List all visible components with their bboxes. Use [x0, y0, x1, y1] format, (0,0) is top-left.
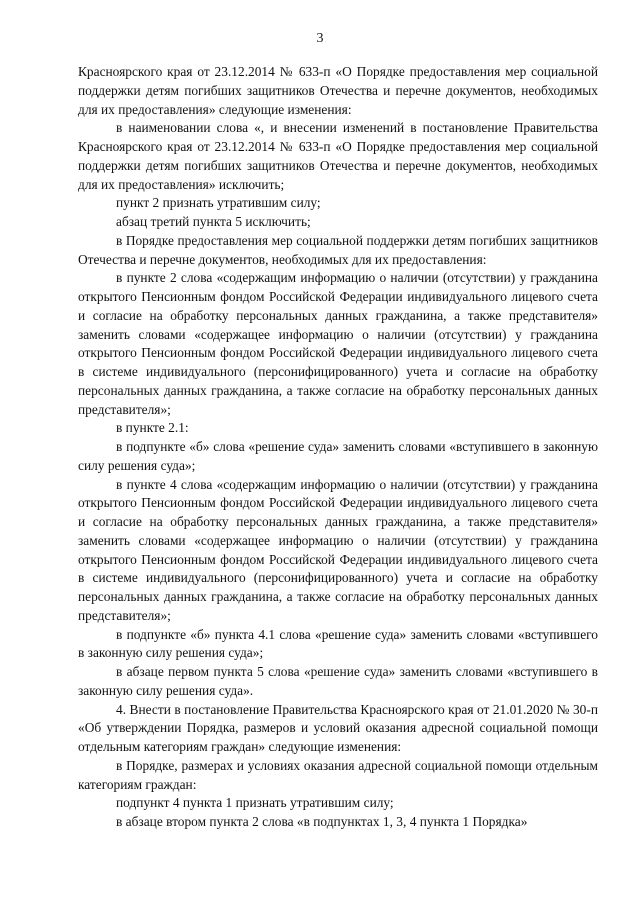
- paragraph-1: Красноярского края от 23.12.2014 № 633-п «О Порядке предоставления мер социальной поддержки детям погибших защитников Отечества и перечне документов, необходимых для их предоставления» следующие изменения:: [78, 64, 598, 117]
- paragraph-9: в пункте 4 слова «содержащим информацию о наличии (отсутствии) у гражданина открытого Пенсионным фондом Российской Федерации индивидуального лицевого счета и согласие на обработку персональных данных гражданина, а также представителя» заменить словами «содержащее информацию о наличии (отсутствии) у гражданина открытого Пенсионным фондом Российской Федерации индивидуального лицевого счета в системе индивидуального (персонифицированного) учета и согласие на обработку персональных данных гражданина, а также согласие на обработку персональных данных представителя»;: [78, 476, 598, 623]
- paragraph-12: 4. Внести в постановление Правительства Красноярского края от 21.01.2020 № 30-п «Об утверждении Порядка, размеров и условий оказания адресной социальной помощи отдельным категориям граждан» следующие изменения:: [78, 701, 598, 754]
- paragraph-4: абзац третий пункта 5 исключить;: [116, 214, 311, 229]
- paragraph-5: в Порядке предоставления мер социальной поддержки детям погибших защитников Отечества и перечне документов, необходимых для их предоставления:: [78, 232, 598, 267]
- paragraph-10: в подпункте «б» пункта 4.1 слова «решение суда» заменить словами «вступившего в законную силу решения суда»;: [78, 626, 598, 661]
- paragraph-13: в Порядке, размерах и условиях оказания адресной социальной помощи отдельным категориям граждан:: [78, 757, 598, 792]
- paragraph-2: в наименовании слова «, и внесении изменений в постановление Правительства Красноярского края от 23.12.2014 № 633-п «О Порядке предоставления мер социальной поддержки детям погибших защитников Отечества и перечне документов, необходимых для их предоставления» исключить;: [78, 120, 598, 192]
- paragraph-8: в подпункте «б» слова «решение суда» заменить словами «вступившего в законную силу решения суда»;: [78, 439, 598, 473]
- paragraph-6: в пункте 2 слова «содержащим информацию о наличии (отсутствии) у гражданина открытого Пенсионным фондом Российской Федерации индивидуального лицевого счета и согласие на обработку персональных данных гражданина, а также представителя» заменить словами «содержащее информацию о наличии (отсутствии) у гражданина открытого Пенсионным фондом Российской Федерации индивидуального лицевого счета в системе индивидуального (персонифицированного) учета и согласие на обработку персональных данных гражданина, а также согласие на обработку персональных данных представителя»;: [78, 270, 598, 417]
- paragraph-15: в абзаце втором пункта 2 слова «в подпунктах 1, 3, 4 пункта 1 Порядка»: [116, 814, 528, 829]
- document-body: [78, 63, 598, 832]
- paragraph-11: в абзаце первом пункта 5 слова «решение суда» заменить словами «вступившего в законную силу решения суда».: [78, 664, 598, 698]
- paragraph-3: пункт 2 признать утратившим силу;: [116, 195, 321, 211]
- paragraph-7: в пункте 2.1:: [116, 420, 189, 436]
- page-number: 3: [316, 31, 324, 46]
- paragraph-14: подпункт 4 пункта 1 признать утратившим силу;: [116, 795, 394, 811]
